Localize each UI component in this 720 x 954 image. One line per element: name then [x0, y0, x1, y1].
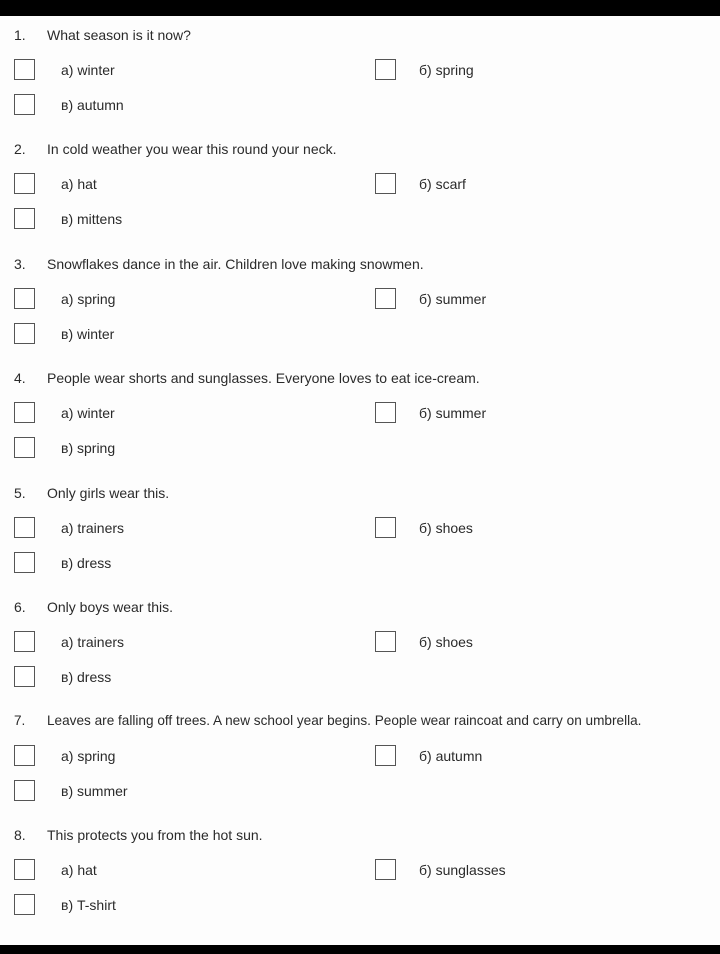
option-c[interactable]: [14, 94, 314, 118]
checkbox[interactable]: [14, 59, 35, 80]
option-label: а) trainers: [61, 520, 125, 536]
option-label: б) spring: [419, 62, 474, 78]
question-8: [0, 826, 720, 936]
checkbox[interactable]: [14, 94, 35, 115]
question-number: 7.: [14, 713, 26, 728]
option-a[interactable]: [14, 859, 314, 883]
checkbox[interactable]: [375, 59, 396, 80]
question-prompt: Leaves are falling off trees. A new school year begins. People wear raincoat and carry on umbrella.: [47, 713, 642, 728]
option-c[interactable]: [14, 208, 314, 232]
option-b[interactable]: [375, 745, 675, 769]
question-6: [0, 598, 720, 708]
option-label: б) shoes: [419, 520, 473, 536]
question-text: [14, 826, 263, 844]
option-c[interactable]: [14, 894, 314, 918]
option-a[interactable]: [14, 402, 314, 426]
checkbox[interactable]: [14, 894, 35, 915]
checkbox[interactable]: [14, 745, 35, 766]
option-a[interactable]: [14, 59, 314, 83]
checkbox[interactable]: [375, 402, 396, 423]
option-label: в) summer: [61, 783, 128, 799]
option-b[interactable]: [375, 59, 675, 83]
option-label: в) dress: [61, 669, 112, 685]
question-text: [14, 598, 173, 616]
question-3: [0, 255, 720, 365]
option-a[interactable]: [14, 517, 314, 541]
option-label: а) spring: [61, 748, 116, 764]
option-label: в) winter: [61, 326, 115, 342]
option-a[interactable]: [14, 631, 314, 655]
option-label: а) hat: [61, 862, 97, 878]
question-prompt: This protects you from the hot sun.: [47, 827, 263, 843]
question-number: 6.: [14, 599, 26, 615]
checkbox[interactable]: [14, 402, 35, 423]
option-label: б) sunglasses: [419, 862, 506, 878]
question-4: [0, 369, 720, 479]
checkbox[interactable]: [375, 173, 396, 194]
option-b[interactable]: [375, 288, 675, 312]
question-number: 8.: [14, 827, 26, 843]
option-label: б) summer: [419, 405, 487, 421]
checkbox[interactable]: [14, 780, 35, 801]
worksheet: [0, 16, 720, 945]
option-label: б) summer: [419, 291, 487, 307]
question-number: 5.: [14, 485, 26, 501]
option-label: в) dress: [61, 555, 112, 571]
option-label: б) autumn: [419, 748, 483, 764]
option-c[interactable]: [14, 552, 314, 576]
question-number: 4.: [14, 370, 26, 386]
question-number: 3.: [14, 256, 26, 272]
checkbox[interactable]: [14, 517, 35, 538]
question-1: [0, 26, 720, 136]
option-a[interactable]: [14, 173, 314, 197]
question-text: [14, 484, 169, 502]
question-number: 1.: [14, 27, 26, 43]
question-prompt: In cold weather you wear this round your neck.: [47, 141, 337, 157]
question-prompt: What season is it now?: [47, 27, 191, 43]
option-a[interactable]: [14, 288, 314, 312]
option-label: в) autumn: [61, 97, 124, 113]
question-number: 2.: [14, 141, 26, 157]
question-text: [14, 369, 480, 387]
checkbox[interactable]: [14, 859, 35, 880]
question-prompt: Snowflakes dance in the air. Children love making snowmen.: [47, 256, 424, 272]
question-5: [0, 484, 720, 594]
question-text: [14, 140, 337, 158]
question-text: [14, 712, 641, 730]
option-label: а) hat: [61, 176, 97, 192]
question-2: [0, 140, 720, 250]
option-c[interactable]: [14, 323, 314, 347]
question-prompt: People wear shorts and sunglasses. Everyone loves to eat ice-cream.: [47, 370, 480, 386]
checkbox[interactable]: [14, 437, 35, 458]
option-b[interactable]: [375, 631, 675, 655]
checkbox[interactable]: [14, 288, 35, 309]
checkbox[interactable]: [375, 745, 396, 766]
option-label: а) winter: [61, 62, 115, 78]
checkbox[interactable]: [14, 323, 35, 344]
checkbox[interactable]: [14, 631, 35, 652]
option-b[interactable]: [375, 402, 675, 426]
question-prompt: Only boys wear this.: [47, 599, 174, 615]
checkbox[interactable]: [14, 666, 35, 687]
option-c[interactable]: [14, 666, 314, 690]
option-label: в) T-shirt: [61, 897, 116, 913]
option-c[interactable]: [14, 780, 314, 804]
checkbox[interactable]: [14, 173, 35, 194]
option-a[interactable]: [14, 745, 314, 769]
question-text: [14, 26, 191, 44]
option-label: в) mittens: [61, 211, 123, 227]
option-b[interactable]: [375, 173, 675, 197]
question-prompt: Only girls wear this.: [47, 485, 170, 501]
option-label: а) winter: [61, 405, 115, 421]
question-text: [14, 255, 424, 273]
checkbox[interactable]: [375, 288, 396, 309]
option-label: в) spring: [61, 440, 116, 456]
checkbox[interactable]: [375, 859, 396, 880]
option-label: б) scarf: [419, 176, 466, 192]
checkbox[interactable]: [375, 517, 396, 538]
question-7: [0, 712, 720, 822]
option-b[interactable]: [375, 517, 675, 541]
checkbox[interactable]: [375, 631, 396, 652]
option-b[interactable]: [375, 859, 675, 883]
checkbox[interactable]: [14, 552, 35, 573]
option-c[interactable]: [14, 437, 314, 461]
option-label: а) spring: [61, 291, 116, 307]
checkbox[interactable]: [14, 208, 35, 229]
option-label: а) trainers: [61, 634, 125, 650]
option-label: б) shoes: [419, 634, 473, 650]
